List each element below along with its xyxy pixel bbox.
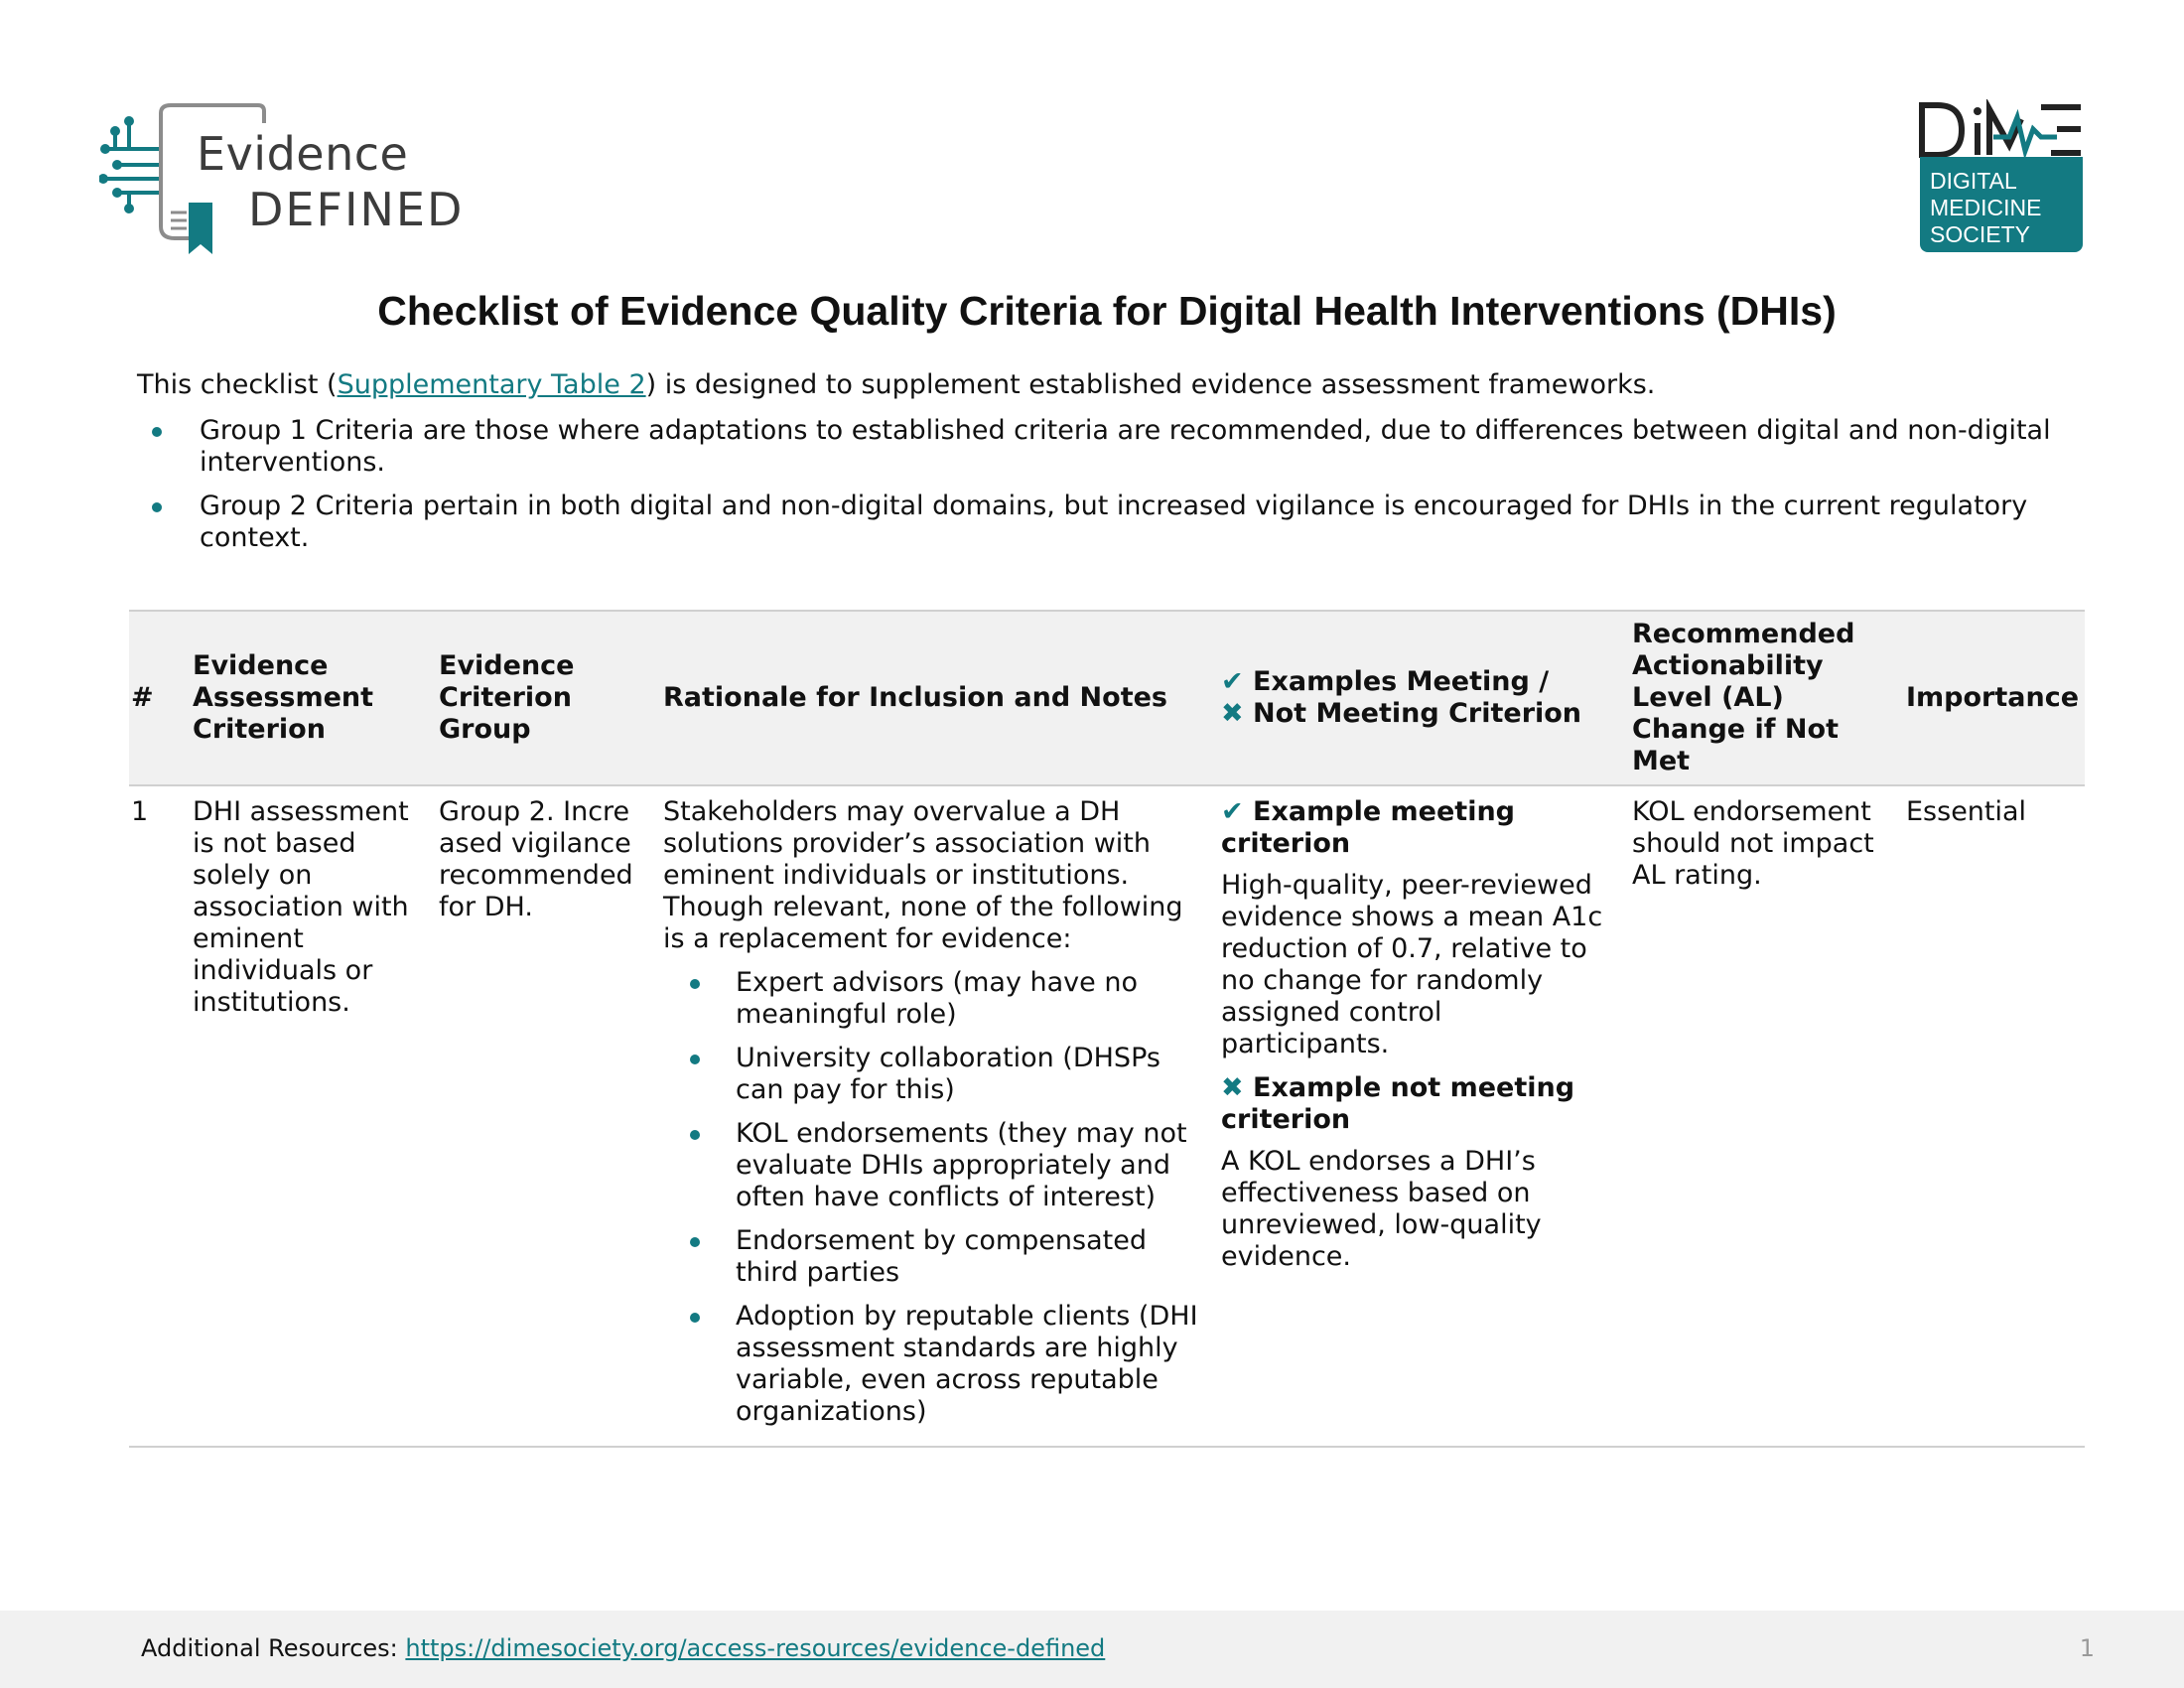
rationale-item-text: Adoption by reputable clients (DHI assessment standards are highly variable, even across reputable organizations) bbox=[736, 1301, 1198, 1427]
rationale-item-text: Endorsement by compensated third parties bbox=[736, 1225, 1147, 1288]
example-meeting-text: High-quality, peer-reviewed evidence shows a mean A1c reduction of 0.7, relative to no change for randomly assigned control participants. bbox=[1221, 870, 1603, 1059]
list-item bbox=[149, 415, 2085, 479]
page-footer bbox=[0, 1611, 2184, 1688]
rationale-item-text: KOL endorsements (they may not evaluate DHIs appropriately and often have conflicts of interest) bbox=[736, 1118, 1187, 1212]
header-examples-text2: Not Meeting Criterion bbox=[1253, 698, 1582, 729]
checklist-table-container bbox=[129, 610, 2085, 1448]
footer-label: Additional Resources: bbox=[141, 1634, 406, 1662]
cross-icon: ✖ bbox=[1221, 1072, 1244, 1103]
list-item bbox=[663, 967, 1201, 1031]
bullet-text: Group 1 Criteria are those where adaptations to established criteria are recommended, due to differences between digital and non-digital interventions. bbox=[200, 415, 2051, 478]
example-meeting-heading bbox=[1221, 796, 1612, 860]
example-not-meeting-heading bbox=[1221, 1072, 1612, 1136]
supplementary-table-link[interactable]: Supplementary Table 2 bbox=[337, 369, 646, 400]
bullet-icon bbox=[690, 1130, 700, 1140]
rationale-item-text: Expert advisors (may have no meaningful role) bbox=[736, 967, 1138, 1030]
additional-resources bbox=[141, 1634, 1105, 1662]
example-not-meeting-label: Example not meeting criterion bbox=[1221, 1072, 1575, 1135]
header-num: # bbox=[129, 611, 183, 785]
resources-link[interactable]: https://dimesociety.org/access-resources/evidence-defined bbox=[405, 1634, 1106, 1662]
header-examples-line1 bbox=[1221, 666, 1612, 698]
dime-society-box bbox=[1920, 157, 2083, 252]
dime-wordmark bbox=[1918, 99, 2085, 161]
example-meeting-label: Example meeting criterion bbox=[1221, 796, 1516, 859]
example-not-meeting-text: A KOL endorses a DHI’s effectiveness based on unreviewed, low-quality evidence. bbox=[1221, 1146, 1542, 1272]
header-group: Evidence Criterion Group bbox=[429, 611, 653, 785]
intro-paragraph bbox=[137, 369, 1655, 400]
table-header-row bbox=[129, 611, 2085, 785]
page-title: Checklist of Evidence Quality Criteria for Digital Health Interventions (DHIs) bbox=[377, 288, 1837, 334]
list-item bbox=[663, 1043, 1201, 1106]
header-rationale: Rationale for Inclusion and Notes bbox=[653, 611, 1211, 785]
bullet-icon bbox=[690, 1237, 700, 1247]
evidence-defined-logo bbox=[99, 99, 486, 258]
logo-line-evidence: Evidence bbox=[197, 127, 409, 181]
dime-line-society: SOCIETY bbox=[1930, 221, 2030, 247]
list-item bbox=[663, 1118, 1201, 1213]
check-icon: ✔ bbox=[1221, 796, 1244, 827]
cross-icon: ✖ bbox=[1221, 698, 1244, 729]
rationale-intro: Stakeholders may overvalue a DH solutions provider’s association with eminent individuals or institutions. Though relevant, none of the following is a replacement for evidence: bbox=[663, 796, 1183, 954]
logo-line-defined: DEFINED bbox=[248, 183, 465, 236]
header-examples bbox=[1211, 611, 1622, 785]
intro-before: This checklist ( bbox=[137, 369, 338, 400]
header-examples-line2 bbox=[1221, 698, 1612, 730]
header-criterion: Evidence Assessment Criterion bbox=[183, 611, 429, 785]
checklist-table bbox=[129, 610, 2085, 1448]
dime-logo bbox=[1918, 99, 2085, 254]
table-row bbox=[129, 785, 2085, 1447]
bullet-icon bbox=[152, 427, 162, 437]
bullet-icon bbox=[152, 502, 162, 512]
criteria-group-list bbox=[149, 415, 2085, 566]
cell-al-change: KOL endorsement should not impact AL rating. bbox=[1622, 785, 1896, 1447]
list-item bbox=[663, 1301, 1201, 1428]
cell-rationale bbox=[653, 785, 1211, 1447]
intro-after: ) is designed to supplement established evidence assessment frameworks. bbox=[645, 369, 1656, 400]
bullet-icon bbox=[690, 979, 700, 989]
rationale-item-text: University collaboration (DHSPs can pay for this) bbox=[736, 1043, 1160, 1105]
list-item bbox=[663, 1225, 1201, 1289]
header-importance: Importance bbox=[1896, 611, 2085, 785]
dime-line-medicine: MEDICINE bbox=[1930, 195, 2042, 220]
bullet-icon bbox=[690, 1313, 700, 1323]
cell-group: Group 2. Increased vigilance recommended for DH. bbox=[429, 785, 653, 1447]
check-icon: ✔ bbox=[1221, 666, 1244, 697]
cell-criterion: DHI assessment is not based solely on association with eminent individuals or institutions. bbox=[183, 785, 429, 1447]
page-number: 1 bbox=[2079, 1634, 2095, 1662]
bullet-icon bbox=[690, 1055, 700, 1064]
header-examples-text1: Examples Meeting / bbox=[1253, 666, 1550, 697]
cell-examples bbox=[1211, 785, 1622, 1447]
list-item bbox=[149, 491, 2085, 554]
cell-importance: Essential bbox=[1896, 785, 2085, 1447]
header-al-change: Recommended Actionability Level (AL) Change if Not Met bbox=[1622, 611, 1896, 785]
rationale-list bbox=[663, 967, 1201, 1428]
cell-num: 1 bbox=[129, 785, 183, 1447]
bullet-text: Group 2 Criteria pertain in both digital and non-digital domains, but increased vigilance is encouraged for DHIs in the current regulatory context. bbox=[200, 491, 2028, 553]
dime-line-digital: DIGITAL bbox=[1930, 168, 2017, 194]
